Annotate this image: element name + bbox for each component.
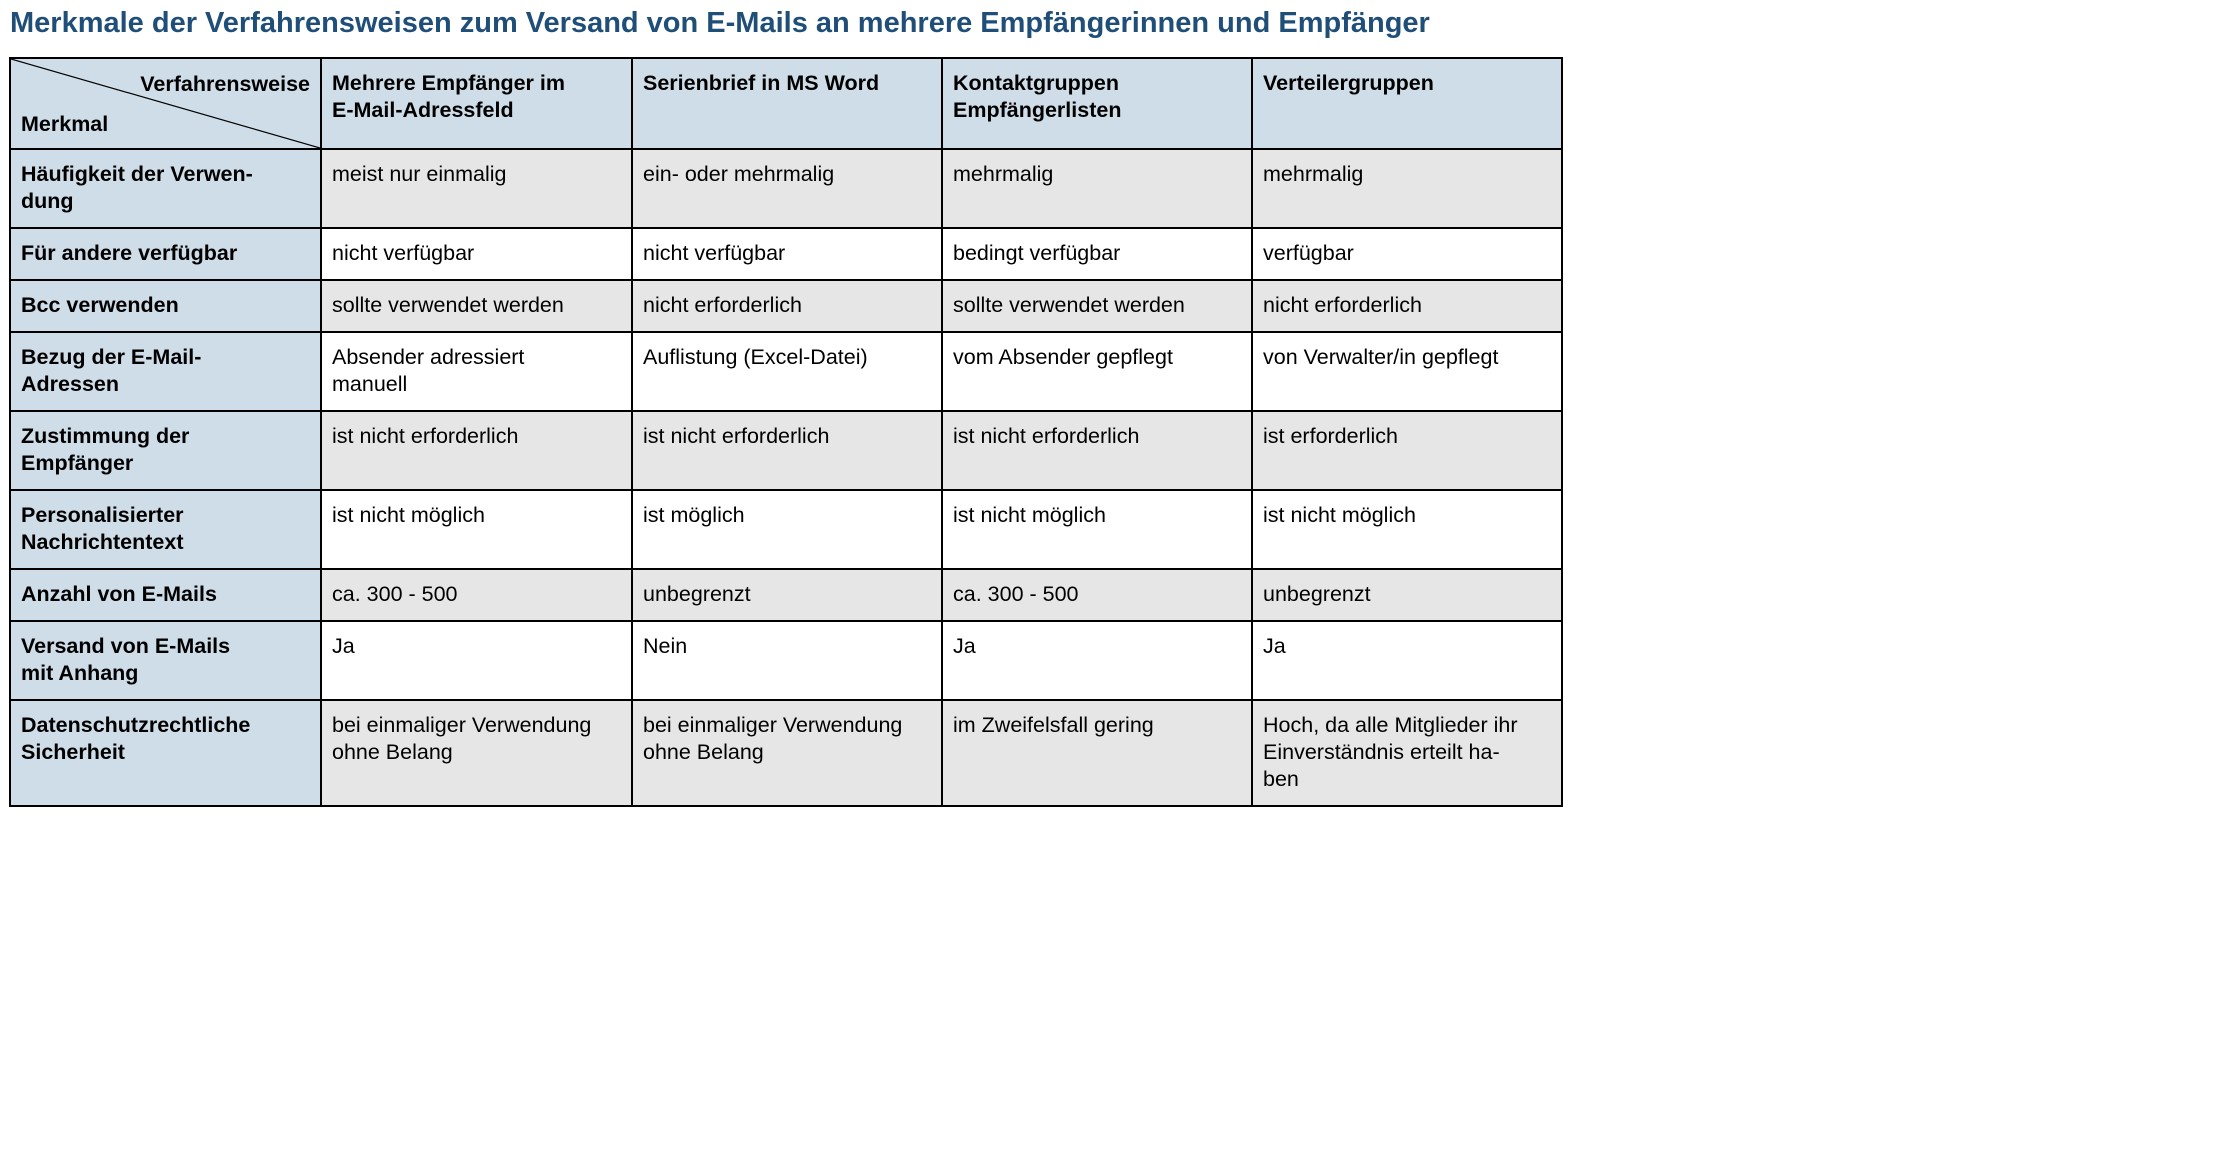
corner-header-cell (10, 58, 321, 149)
table-cell (321, 228, 632, 280)
cell-text-line: nicht verfügbar (643, 241, 786, 265)
row-header-cell (10, 700, 321, 806)
table-cell (632, 332, 942, 411)
cell-text-line: ein- oder mehrmalig (643, 162, 835, 186)
cell-text-line: Ja (1263, 634, 1286, 658)
table-cell (942, 490, 1252, 569)
table-cell (1252, 149, 1562, 228)
cell-text-line: Anzahl von E-Mails (21, 582, 217, 606)
row-header-cell (10, 280, 321, 332)
table-cell (632, 411, 942, 490)
table-cell (632, 621, 942, 700)
table-cell (321, 332, 632, 411)
table-row (10, 700, 1562, 806)
cell-text-line: Sicherheit (21, 740, 125, 764)
table-cell (321, 490, 632, 569)
cell-text-line: nicht verfügbar (332, 241, 475, 265)
table-row (10, 490, 1562, 569)
cell-text-line: Für andere verfügbar (21, 241, 238, 265)
table-row (10, 149, 1562, 228)
table-cell (942, 332, 1252, 411)
cell-text-line: sollte verwendet werden (332, 293, 564, 317)
cell-text-line: ist nicht erforderlich (953, 424, 1140, 448)
cell-text-line: Nein (643, 634, 688, 658)
table-row (10, 332, 1562, 411)
cell-text-line: nicht erforderlich (1263, 293, 1422, 317)
cell-text-line: bei einmaliger Verwendung (643, 713, 903, 737)
column-header (632, 58, 942, 149)
cell-text-line: ohne Belang (643, 740, 764, 764)
table-cell (942, 280, 1252, 332)
column-header (321, 58, 632, 149)
table-cell (1252, 621, 1562, 700)
cell-text-line: ist nicht erforderlich (643, 424, 830, 448)
table-cell (632, 569, 942, 621)
table-row (10, 228, 1562, 280)
table-cell (321, 569, 632, 621)
cell-text-line: ben (1263, 767, 1299, 791)
comparison-table (9, 57, 1563, 807)
cell-text-line: Serienbrief in MS Word (643, 71, 880, 95)
row-header-cell (10, 621, 321, 700)
cell-text-line: Bcc verwenden (21, 293, 179, 317)
table-cell (1252, 490, 1562, 569)
cell-text-line: Verteilergruppen (1263, 71, 1434, 95)
table-cell (942, 149, 1252, 228)
cell-text-line: von Verwalter/in gepflegt (1263, 345, 1499, 369)
cell-text-line: bei einmaliger Verwendung (332, 713, 592, 737)
table-cell (632, 149, 942, 228)
table-cell (632, 490, 942, 569)
cell-text-line: ist möglich (643, 503, 745, 527)
table-row (10, 621, 1562, 700)
cell-text-line: Mehrere Empfänger im (332, 71, 565, 95)
cell-text-line: vom Absender gepflegt (953, 345, 1173, 369)
cell-text-line: nicht erforderlich (643, 293, 802, 317)
cell-text-line: Einverständnis erteilt ha- (1263, 740, 1500, 764)
cell-text-line: Bezug der E-Mail- (21, 345, 202, 369)
table-cell (321, 280, 632, 332)
table-cell (1252, 569, 1562, 621)
cell-text-line: Datenschutzrechtliche (21, 713, 251, 737)
table-cell (321, 621, 632, 700)
cell-text-line: ohne Belang (332, 740, 453, 764)
cell-text-line: ist nicht möglich (1263, 503, 1416, 527)
cell-text-line: im Zweifelsfall gering (953, 713, 1154, 737)
table-row (10, 411, 1562, 490)
page-title: Merkmale der Verfahrensweisen zum Versand von E-Mails an mehrere Empfängerinnen und Empfänger (10, 7, 1430, 39)
corner-label-procedure: Verfahrensweise (140, 72, 310, 96)
cell-text-line: ist nicht möglich (332, 503, 485, 527)
cell-text-line: Kontaktgruppen (953, 71, 1120, 95)
cell-text-line: ca. 300 - 500 (332, 582, 458, 606)
cell-text-line: unbegrenzt (643, 582, 751, 606)
cell-text-line: Nachrichtentext (21, 530, 184, 554)
table-cell (321, 149, 632, 228)
table-row (10, 280, 1562, 332)
cell-text-line: Empfängerlisten (953, 98, 1122, 122)
cell-text-line: Versand von E-Mails (21, 634, 231, 658)
cell-text-line: Absender adressiert (332, 345, 525, 369)
cell-text-line: unbegrenzt (1263, 582, 1371, 606)
table-cell (321, 700, 632, 806)
table-cell (632, 700, 942, 806)
table-cell (942, 411, 1252, 490)
row-header-cell (10, 569, 321, 621)
row-header-cell (10, 228, 321, 280)
table-cell (1252, 700, 1562, 806)
row-header-cell (10, 149, 321, 228)
table-cell (1252, 411, 1562, 490)
cell-text-line: Häufigkeit der Verwen- (21, 162, 253, 186)
cell-text-line: manuell (332, 372, 408, 396)
cell-text-line: Ja (332, 634, 355, 658)
cell-text-line: Zustimmung der (21, 424, 190, 448)
cell-text-line: ist nicht möglich (953, 503, 1106, 527)
cell-text-line: Hoch, da alle Mitglieder ihr (1263, 713, 1518, 737)
table-cell (321, 411, 632, 490)
table-cell (942, 621, 1252, 700)
table-body (10, 149, 1562, 806)
table-cell (632, 228, 942, 280)
row-header-cell (10, 490, 321, 569)
row-header-cell (10, 411, 321, 490)
cell-text-line: dung (21, 189, 74, 213)
cell-text-line: ist nicht erforderlich (332, 424, 519, 448)
cell-text-line: ist erforderlich (1263, 424, 1399, 448)
cell-text-line: E-Mail-Adressfeld (332, 98, 514, 122)
table-cell (1252, 280, 1562, 332)
table-cell (942, 700, 1252, 806)
cell-text-line: sollte verwendet werden (953, 293, 1185, 317)
table-cell (942, 228, 1252, 280)
cell-text-line: bedingt verfügbar (953, 241, 1121, 265)
cell-text-line: mit Anhang (21, 661, 139, 685)
table-row (10, 569, 1562, 621)
cell-text-line: mehrmalig (1263, 162, 1364, 186)
table-cell (632, 280, 942, 332)
cell-text-line: ca. 300 - 500 (953, 582, 1079, 606)
table-cell (1252, 228, 1562, 280)
cell-text-line: Empfänger (21, 451, 134, 475)
table-header-row (10, 58, 1562, 149)
corner-label-feature: Merkmal (21, 112, 109, 136)
row-header-cell (10, 332, 321, 411)
cell-text-line: Auflistung (Excel-Datei) (643, 345, 868, 369)
column-header (942, 58, 1252, 149)
column-header (1252, 58, 1562, 149)
cell-text-line: verfügbar (1263, 241, 1354, 265)
table-cell (1252, 332, 1562, 411)
cell-text-line: meist nur einmalig (332, 162, 507, 186)
cell-text-line: Ja (953, 634, 976, 658)
cell-text-line: Personalisierter (21, 503, 184, 527)
cell-text-line: mehrmalig (953, 162, 1054, 186)
table-cell (942, 569, 1252, 621)
cell-text-line: Adressen (21, 372, 119, 396)
